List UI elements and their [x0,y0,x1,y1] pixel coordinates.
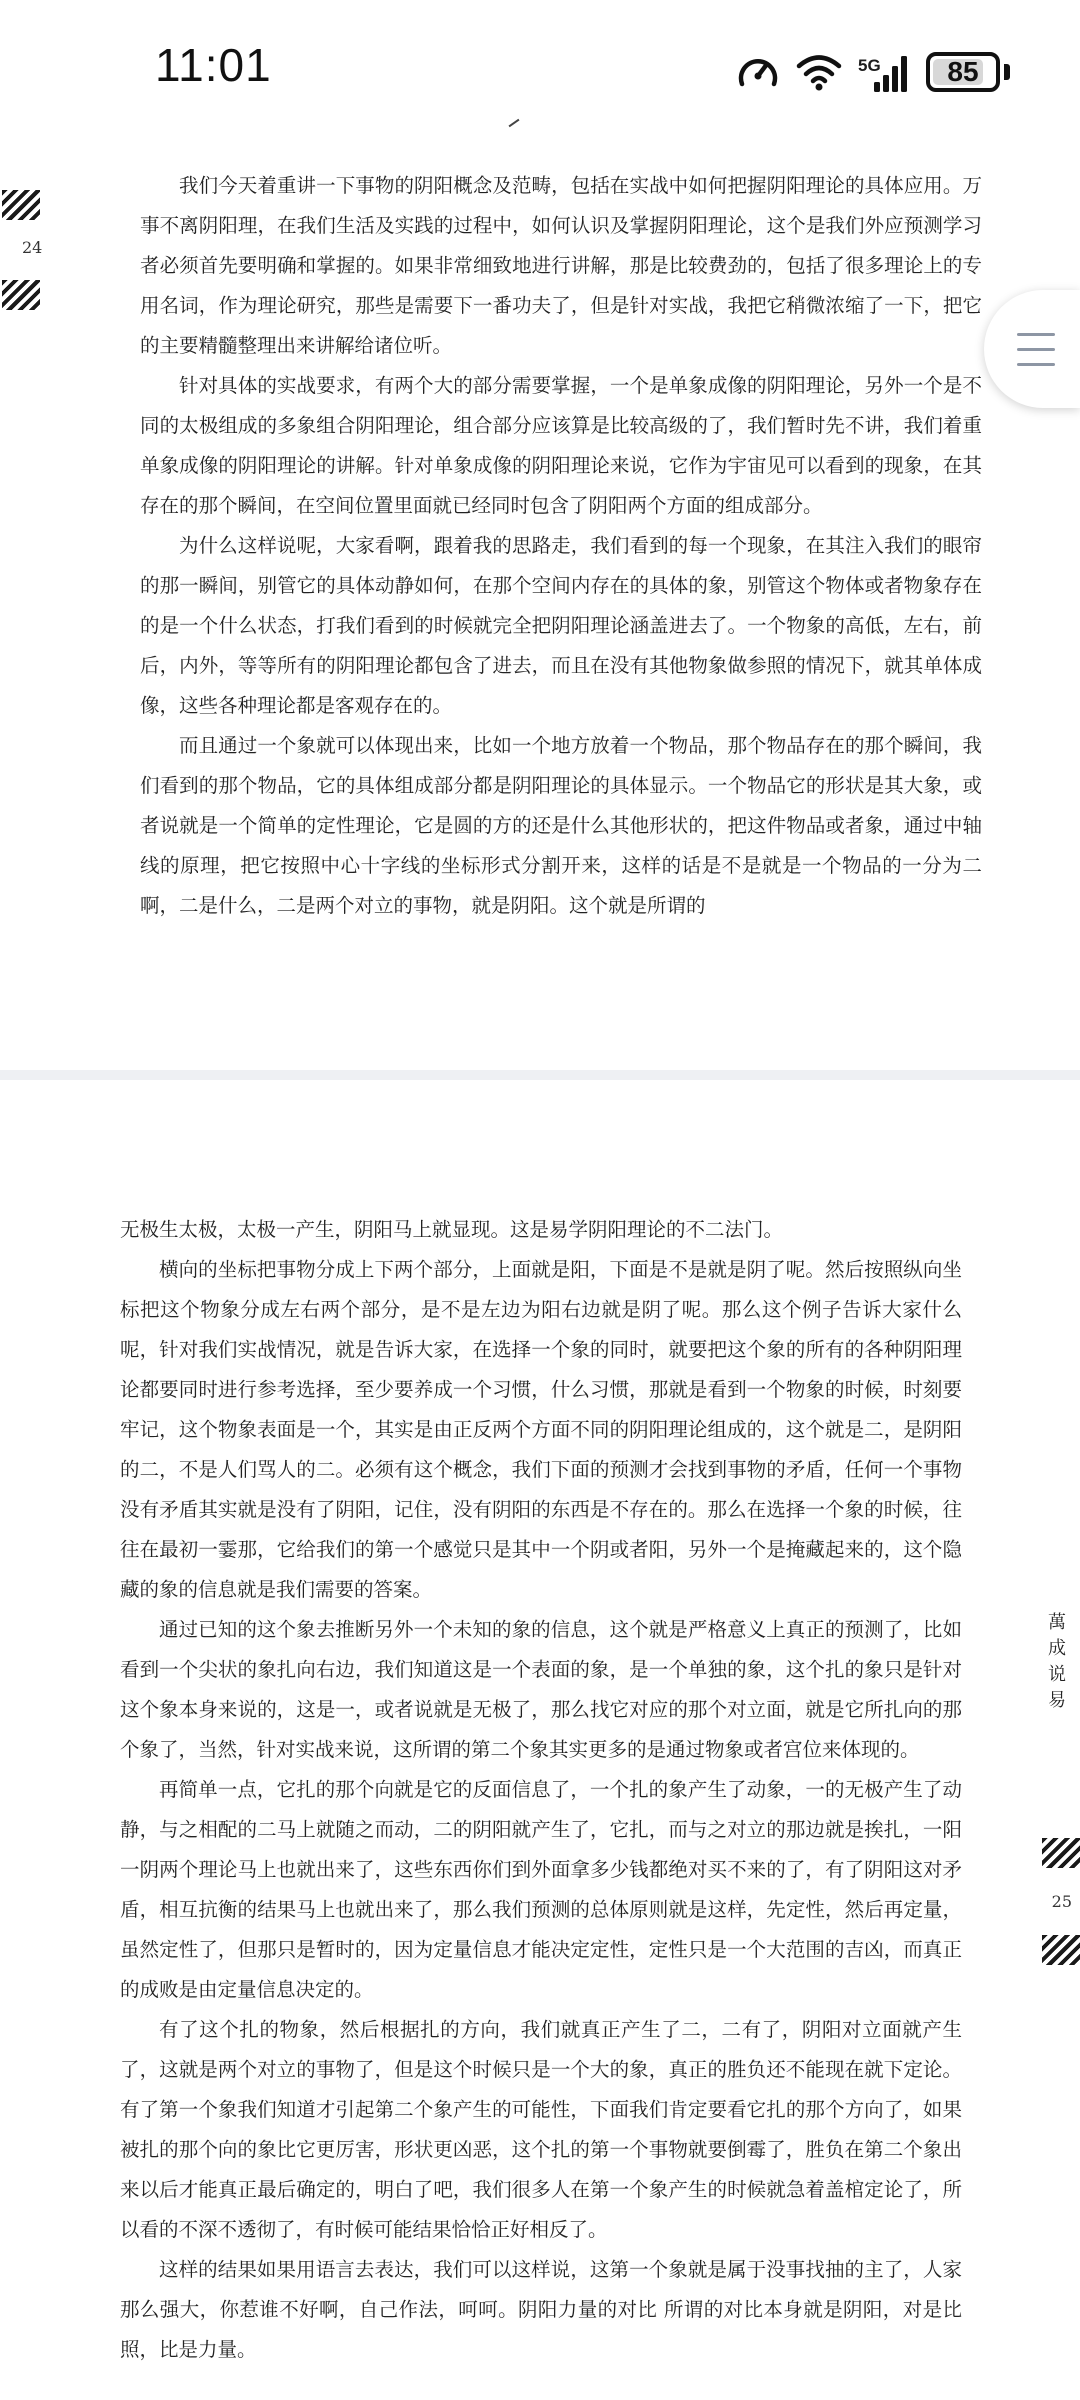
status-time: 11:01 [155,39,272,91]
paragraph: 通过已知的这个象去推断另外一个未知的象的信息，这个就是严格意义上真正的预测了，比如看到一个尖状的象扎向右边，我们知道这是一个表面的象，是一个单独的象，这个扎的象只是针对这个象本身来说的，这是一，或者说就是无极了，那么找它对应的那个对立面，就是它所扎向的那个象了，当然，针对实战来说，这所谓的第二个象其实更多的是通过物象或者宫位来体现的。 [120,1618,962,1761]
document-page-24 [0,110,1080,1070]
signal-bars-icon [858,50,910,94]
battery-indicator [926,52,1000,92]
wifi-icon [796,53,842,91]
battery-tip [1004,64,1010,80]
menu-icon-line [1017,363,1055,366]
page-marker-bottom [2,280,40,310]
book-side-title [1044,1610,1070,1714]
status-icons [736,46,1010,98]
paragraph: 而且通过一个象就可以体现出来，比如一个地方放着一个物品，那个物品存在的那个瞬间，我们看到的那个物品，它的具体组成部分都是阴阳理论的具体显示。一个物品它的形状是其大象，或者说就是一个简单的定性理论，它是圆的方的还是什么其他形状的，把这件物品或者象，通过中轴线的原理，把它按照中心十字线的坐标形式分割开来，这样的话是不是就是一个物品的一分为二啊，二是什么，二是两个对立的事物，就是阴阳。这个就是所谓的 [140,734,982,917]
document-page-25 [0,1080,1080,2400]
page-number: 25 [1051,1892,1072,1911]
speedometer-icon [736,52,780,92]
side-title-char: 易 [1048,1690,1066,1711]
menu-icon-line [1017,348,1055,351]
side-title-char: 成 [1048,1638,1066,1659]
paragraph: 无极生太极，太极一产生，阴阳马上就显现。这是易学阴阳理论的不二法门。 [120,1218,784,1241]
page-marker-top [1042,1838,1080,1868]
paragraph: 这样的结果如果用语言去表达，我们可以这样说，这第一个象就是属于没事找抽的主了，人家那么强大，你惹谁不好啊，自己作法，呵呵。阴阳力量的对比 所谓的对比本身就是阴阳，对是比照，比是力量。 [120,2258,962,2361]
paragraph: 针对具体的实战要求，有两个大的部分需要掌握，一个是单象成像的阴阳理论，另外一个是不同的太极组成的多象组合阴阳理论，组合部分应该算是比较高级的了，我们暂时先不讲，我们着重单象成像的阴阳理论的讲解。针对单象成像的阴阳理论来说，它作为宇宙见可以看到的现象，在其存在的那个瞬间，在空间位置里面就已经同时包含了阴阳两个方面的组成部分。 [140,374,982,517]
page-marker-bottom [1042,1935,1080,1965]
page-separator [0,1070,1080,1080]
paragraph: 为什么这样说呢，大家看啊，跟着我的思路走，我们看到的每一个现象，在其注入我们的眼帘的那一瞬间，别管它的具体动静如何，在那个空间内存在的具体的象，别管这个物体或者物象存在的是一个什么状态，打我们看到的时候就完全把阴阳理论涵盖进去了。一个物象的高低，左右，前后，内外，等等所有的阴阳理论都包含了进去，而且在没有其他物象做参照的情况下，就其单体成像，这些各种理论都是客观存在的。 [140,534,982,717]
network-type-label: 5G [858,56,881,75]
page-number: 24 [22,238,43,257]
paragraph: 有了这个扎的物象，然后根据扎的方向，我们就真正产生了二，二有了，阴阳对立面就产生了，这就是两个对立的事物了，但是这个时候只是一个大的象，真正的胜负还不能现在就下定论。有了第一个象我们知道才引起第二个象产生的可能性，下面我们肯定要看它扎的那个方向了，如果被扎的那个向的象比它更厉害，形状更凶恶，这个扎的第一个事物就要倒霉了，胜负在第二个象出来以后才能真正最后确定的，明白了吧，我们很多人在第一个象产生的时候就急着盖棺定论了，所以看的不深不透彻了，有时候可能结果恰恰正好相反了。 [120,2018,962,2241]
menu-icon-line [1017,333,1055,336]
page-2-text [120,1210,962,2370]
page-1-text [140,166,982,926]
paragraph: 横向的坐标把事物分成上下两个部分，上面就是阳，下面是不是就是阴了呢。然后按照纵向坐标把这个物象分成左右两个部分，是不是左边为阳右边就是阴了呢。那么这个例子告诉大家什么呢，针对我们实战情况，就是告诉大家，在选择一个象的同时，就要把这个象的所有的各种阴阳理论都要同时进行参考选择，至少要养成一个习惯，什么习惯，那就是看到一个物象的时候，时刻要牢记，这个物象表面是一个，其实是由正反两个方面不同的阴阳理论组成的，这个就是二，是阴阳的二，不是人们骂人的二。必须有这个概念，我们下面的预测才会找到事物的矛盾，任何一个事物没有矛盾其实就是没有了阴阳，记住，没有阴阳的东西是不存在的。那么在选择一个象的时候，往往在最初一霎那，它给我们的第一个感觉只是其中一个阴或者阳，另外一个是掩藏起来的，这个隐藏的象的信息就是我们需要的答案。 [120,1258,962,1601]
page-marker-top [2,190,40,220]
paragraph: 我们今天着重讲一下事物的阴阳概念及范畴，包括在实战中如何把握阴阳理论的具体应用。万事不离阴阳理，在我们生活及实践的过程中，如何认识及掌握阴阳理论，这个是我们外应预测学习者必须首先要明确和掌握的。如果非常细致地进行讲解，那是比较费劲的，包括了很多理论上的专用名词，作为理论研究，那些是需要下一番功夫了，但是针对实战，我把它稍微浓缩了一下，把它的主要精髓整理出来讲解给诸位听。 [140,174,982,357]
paragraph: 再简单一点，它扎的那个向就是它的反面信息了，一个扎的象产生了动象，一的无极产生了动静，与之相配的二马上就随之而动，二的阴阳就产生了，它扎，而与之对立的那边就是挨扎，一阳一阴两个理论马上也就出来了，这些东西你们到外面拿多少钱都绝对买不来的了，有了阴阳这对矛盾，相互抗衡的结果马上也就出来了，那么我们预测的总体原则就是这样，先定性，然后再定量，虽然定性了，但那只是暂时的，因为定量信息才能决定定性，定性只是一个大范围的吉凶，而真正的成败是由定量信息决定的。 [120,1778,962,2001]
side-title-char: 说 [1048,1664,1066,1685]
cellular-signal [858,50,910,94]
scan-mark [509,119,520,128]
side-title-char: 萬 [1048,1612,1066,1633]
battery-percent: 85 [947,56,979,87]
